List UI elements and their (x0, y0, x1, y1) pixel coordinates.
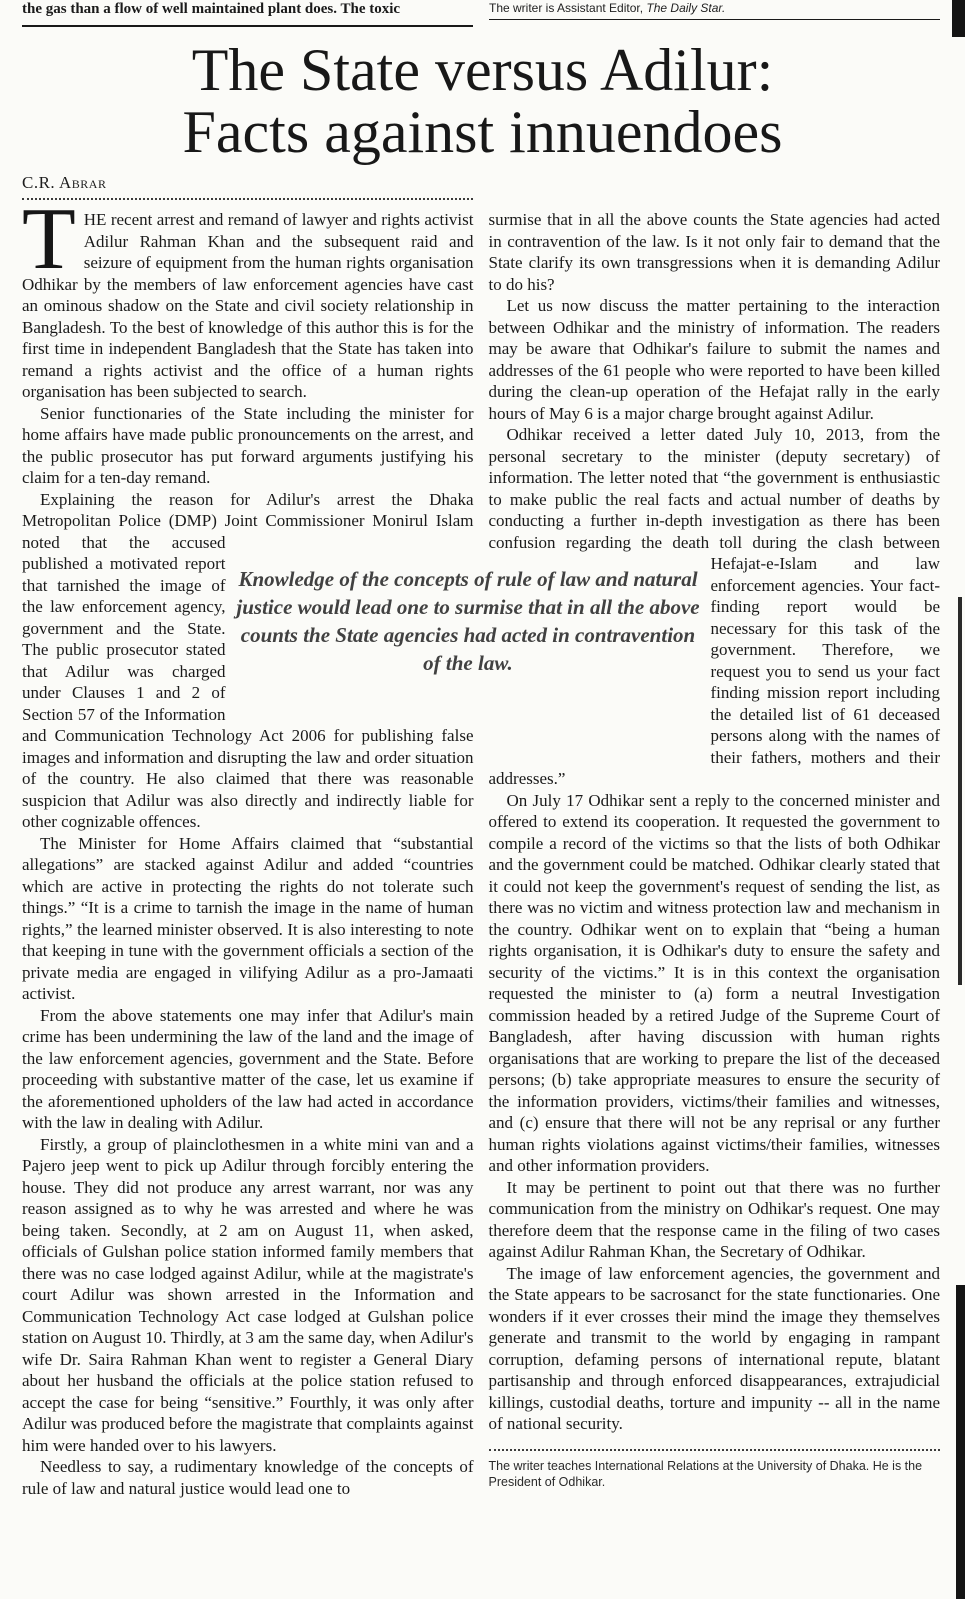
paragraph-text: HE recent arrest and remand of lawyer and rights activist Adilur Rahman Khan and the subsequent raid and seizure of equipment from the human rights organisation Odhikar by the members of law enforcement agencies have cast an ominous shadow on the State and civil society relationship in Bangladesh. To the best of knowledge of this author this is for the first time in independent Bangladesh that the State has taken into remand a rights activist and the office of a human rights organisation has been subjected to search. (22, 210, 474, 401)
paragraph: Needless to say, a rudimentary knowledge of the concepts of rule of law and natural justice would lead one to (22, 1457, 474, 1498)
previous-article-fragment (22, 0, 473, 27)
article-headline (10, 39, 955, 163)
paragraph: Firstly, a group of plainclothesmen in a white mini van and a Pajero jeep went to pick up Adilur through forcibly entering the house. They did not produce any arrest warrant, nor was any reason assigned as to why he was arrested and where he was being taken. Secondly, at 2 am on August 11, when asked, officials of Gulshan police station informed family members that there was no case lodged against Adilur, while at the magistrate's court Adilur was shown arrested in the Information and Communication Technology Act case lodged at Gulshan police station on August 10. Thirdly, at 3 am the same day, when Adilur's wife Dr. Saira Rahman Khan went to register a General Diary about her husband the officials at the police station refused to accept the case for being “sensitive.” Fourthly, it was only after Adilur was produced before the magistrate that complaints against him were handed over to his lawyers. (22, 1134, 474, 1455)
paragraph: Senior functionaries of the State including the minister for home affairs have made public pronouncements on the arrest, and the public prosecutor has put forward arguments justifying his claim for a ten-day remand. (22, 403, 474, 487)
writer-credit: The writer teaches International Relations at the University of Dhaka. He is the President of Odhikar. (488, 1458, 923, 1489)
byline: C.R. Abrar (22, 173, 107, 192)
article-body (0, 191, 965, 1499)
right-column (489, 209, 941, 1499)
fragment-text: the gas than a flow of well maintained plant does. The toxic (22, 1, 401, 17)
paragraph: On July 17 Odhikar sent a reply to the concerned minister and offered to extend its cooperation. It requested the government to compile a record of the victims so that the lists of both Odhikar and the government could be matched. Odhikar clearly stated that it could not keep the government's request of sending the list, as there was no victim and witness protection law and mechanism in the country. Odhikar went on to explain that “being a human rights organisation, it is Odhikar's duty to ensure the safety and security of the victims.” It is in this context the organisation requested the minister to (a) form a neutral Investigation commission headed by a retired Judge of the Supreme Court of Bangladesh, after having discussion with human rights organisations that are working to prepare the list of the deceased persons; (b) take appropriate measures to ensure the security of the information providers, victims/their families and witnesses, and (c) ensure that there will not be any reprisal or any further human rights violations against victims/their families, witnesses and other information providers. (488, 790, 940, 1175)
paragraph: The image of law enforcement agencies, the government and the State appears to be sacrosanct for the state functionaries. One wonders if it ever crosses their mind the image they themselves generate and transmit to the world by engaging in rampant corruption, defaming persons of international repute, blatant partisanship and through enforced disappearances, extrajudicial killings, custodial deaths, torture and impunity -- all in the name of national security. (488, 1263, 940, 1433)
paragraph-text: enforcement agencies. Your fact-finding report would be necessary for this task of the government. Therefore, we request you to send us your fact finding mission report including the detailed list of 61 deceased persons along with the names of their fathers, mothers and their addresses.” (488, 575, 940, 788)
paragraph: The Minister for Home Affairs claimed that “substantial allegations” are stacked against Adilur and added “countries which are active in protecting the rights do not tolerate such things.” “It is a crime to tarnish the image in the name of human rights,” the learned minister observed. It is also interesting to note that keeping in tune with the government officials a section of the private media are engaged in vilifying Adilur as a pro-Jamaati activist. (22, 833, 474, 1003)
paragraph: From the above statements one may infer that Adilur's main crime has been undermining the law of the land and the image of the law enforcement agencies, government and the State. Before proceeding with substantive matter of the case, let us examine if the aforementioned upholders of the law had acted in accordance with the law in dealing with Adilur. (22, 1005, 474, 1132)
paragraph-text: Islam noted that the accused published a motivated report that tarnished the image of the law enforcement agency, government and the State. The public prosecutor stated that Adilur was charged under Clauses 1 and 2 of Section 57 of the Information and Communication Technology Act 2006 for publishing false images and information and disrupting the law and order situation of the country. He also claimed that there was reasonable suspicion that Adilur was also directly and indirectly liable for other cognizable offences. (22, 511, 474, 831)
headline-line-1: The State versus Adilur: (191, 37, 774, 103)
paragraph: Let us now discuss the matter pertaining to the interaction between Odhikar and the ministry of information. The readers may be aware that Odhikar's failure to submit the names and addresses of the 61 people who were reported to have been killed during the clean-up operation of the Hefajat rally in the early hours of May 6 is a major charge brought against Adilur. (488, 296, 940, 423)
paragraph-text: Odhikar received a letter dated July 10, 2013, from the personal secretary to the minister (deputy secretary) of information. The letter noted that “the government is enthusiastic to make public the real facts and actual number of deaths by conducting a further in-depth investigation as there has been confusion regarding the death toll during the clash between Hefajat-e-Islam and law (488, 425, 940, 573)
paragraph (22, 191, 474, 403)
paragraph-text: Explaining the reason for Adilur's arrest the Dhaka Metropolitan Police (DMP) Joint Commissioner Monirul (22, 489, 474, 530)
previous-article-credit (489, 0, 940, 20)
left-column (22, 191, 474, 1499)
paragraph: It may be pertinent to point out that there was no further communication from the ministry on Odhikar's request. One may therefore deem that the response came in the filing of two cases against Adilur Rahman Khan, the Secretary of Odhikar. (488, 1177, 940, 1261)
headline-line-2: Facts against innuendoes (182, 99, 783, 165)
drop-cap: T (22, 191, 76, 288)
paragraph: surmise that in all the above counts the State agencies had acted in contravention of the law. Is it not only fair to demand that the State clarify its own transgressions when it is demanding Adilur to do his? (488, 210, 940, 294)
scan-artifact (952, 0, 965, 37)
top-strip (0, 0, 965, 27)
credit-text: The writer is Assistant Editor, (489, 1, 647, 15)
byline-dotted-rule (22, 198, 473, 200)
credit-source: The Daily Star. (646, 1, 726, 15)
footer-dotted-rule (489, 1449, 941, 1451)
pull-quote: Knowledge of the concepts of rule of law and natural justice would lead one to surmise that in all the above counts the State agencies had acted in contravention of the law. (236, 567, 700, 675)
